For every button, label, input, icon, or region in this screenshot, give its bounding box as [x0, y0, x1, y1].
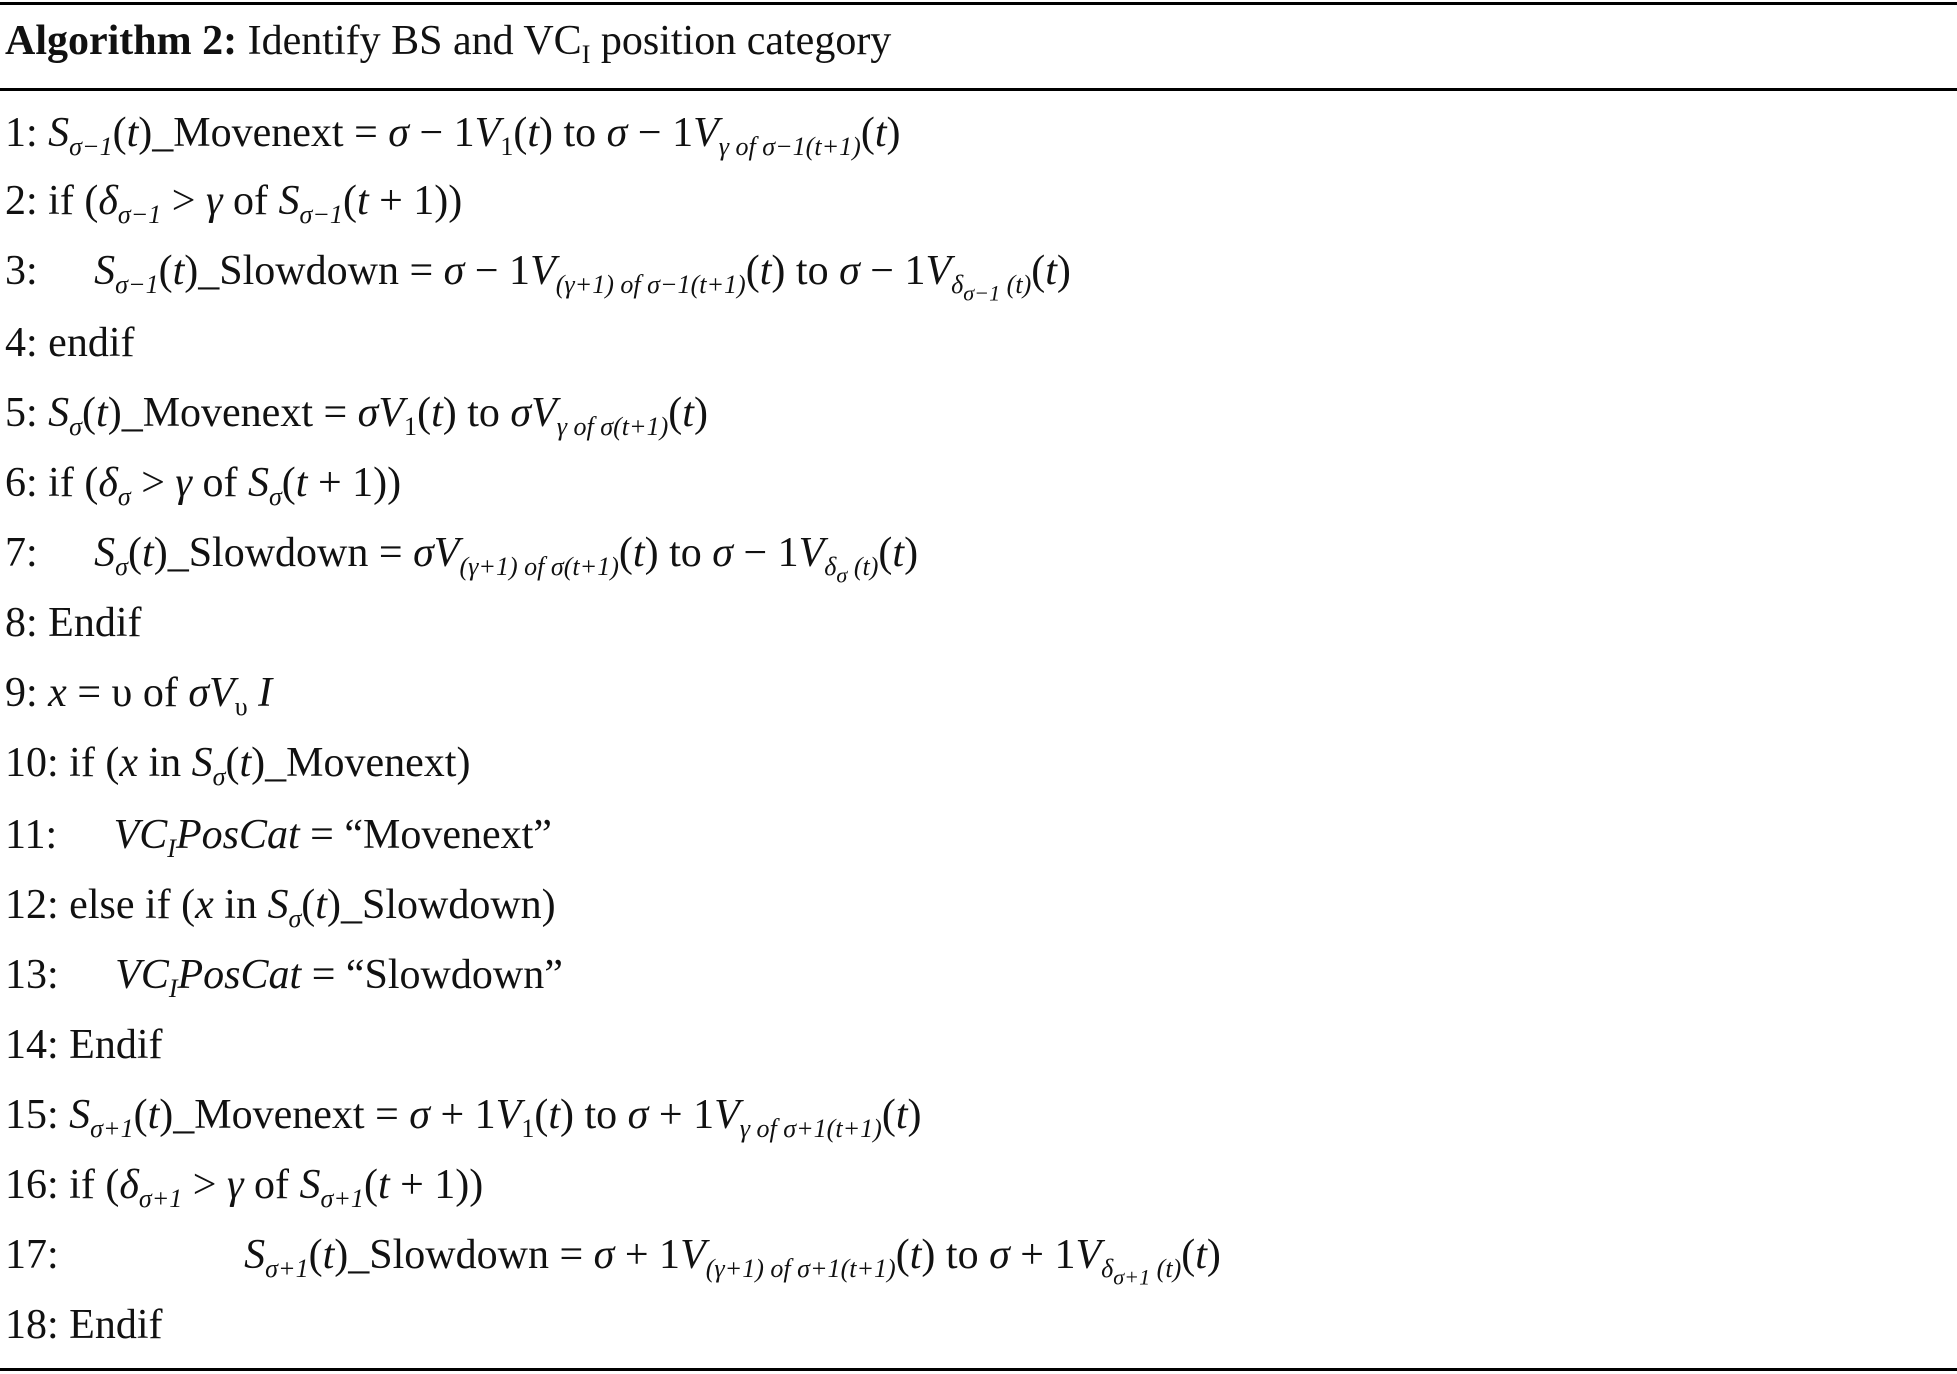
line-number: 11: — [5, 812, 58, 858]
algorithm-line-18: 18: Endif — [5, 1302, 163, 1348]
line-number: 9: — [5, 670, 38, 716]
algorithm-line-16: 16: if ($\delta_{\sigma+1} > \gamma$ of $S_{\sigma+1}(t + 1)$) — [5, 1162, 484, 1214]
bottom-rule — [0, 1368, 1957, 1371]
line-number: 16: — [5, 1162, 59, 1208]
line-number: 3: — [5, 248, 38, 294]
algorithm-line-7: 7: $S_\sigma(t)\_Slowdown = \sigma V_{(\gamma+1) of \sigma(t+1)}(t)$ to $\sigma - 1V_{\delta_\sigma (t)}(t)$ — [5, 530, 919, 588]
algorithm-line-5: 5: $S_\sigma(t)\_Movenext = \sigma V_1(t)$ to $\sigma V_{\gamma of \sigma(t+1)}(t)$ — [5, 390, 708, 442]
algorithm-line-8: 8: Endif — [5, 600, 142, 646]
algorithm-line-11: 11: $VC_IPosCat$ = “Movenext” — [5, 812, 552, 864]
algorithm-line-12: 12: else if (x in $S_\sigma(t)\_Slowdown$) — [5, 882, 556, 934]
algorithm-line-6: 6: if ($\delta_\sigma > \gamma$ of $S_\sigma(t + 1)$) — [5, 460, 402, 512]
algorithm-line-4: 4: endif — [5, 320, 135, 366]
top-rule — [0, 2, 1957, 5]
algorithm-label: Algorithm 2: — [5, 18, 238, 64]
line-number: 12: — [5, 882, 59, 928]
line-number: 5: — [5, 390, 38, 436]
algorithm-line-2: 2: if ($\delta_{\sigma-1} > \gamma$ of $S_{\sigma-1}(t + 1)$) — [5, 178, 463, 230]
line-number: 17: — [5, 1232, 59, 1278]
algorithm-line-9: 9: x = υ of $\sigma V_\upsilon$ I — [5, 670, 273, 722]
line-number: 2: — [5, 178, 38, 224]
line-number: 4: — [5, 320, 38, 366]
header-rule — [0, 88, 1957, 91]
algorithm-title: Identify BS and $VC_I$ position category — [247, 18, 892, 70]
line-number: 8: — [5, 600, 38, 646]
algorithm-line-17: 17: $S_{\sigma+1}(t)\_Slowdown = \sigma + 1V_{(\gamma+1) of \sigma+1(t+1)}(t)$ to $\sigma + 1V_{\delta_{\sigma+1} (t)}(t)$ — [5, 1232, 1221, 1290]
line-number: 14: — [5, 1022, 59, 1068]
line-number: 6: — [5, 460, 38, 506]
algorithm-line-3: 3: $S_{\sigma-1}(t)\_Slowdown = \sigma - 1V_{(\gamma+1) of \sigma-1(t+1)}(t)$ to $\sigma - 1V_{\delta_{\sigma-1} (t)}(t)$ — [5, 248, 1071, 306]
line-number: 7: — [5, 530, 38, 576]
algorithm-caption — [5, 18, 892, 70]
line-number: 18: — [5, 1302, 59, 1348]
algorithm-line-13: 13: $VC_IPosCat$ = “Slowdown” — [5, 952, 563, 1004]
line-number: 15: — [5, 1092, 59, 1138]
line-number: 1: — [5, 110, 38, 156]
algorithm-line-10: 10: if (x in $S_\sigma(t)\_Movenext$) — [5, 740, 471, 792]
algorithm-line-14: 14: Endif — [5, 1022, 163, 1068]
algorithm-line-1: 1: $S_{\sigma-1}(t)\_Movenext = \sigma - 1V_1(t)$ to $\sigma - 1V_{\gamma of \sigma-1(t+1)}(t)$ — [5, 110, 901, 162]
line-number: 10: — [5, 740, 59, 786]
line-number: 13: — [5, 952, 59, 998]
algorithm-line-15: 15: $S_{\sigma+1}(t)\_Movenext = \sigma + 1V_1(t)$ to $\sigma + 1V_{\gamma of \sigma+1(t+1)}(t)$ — [5, 1092, 922, 1144]
